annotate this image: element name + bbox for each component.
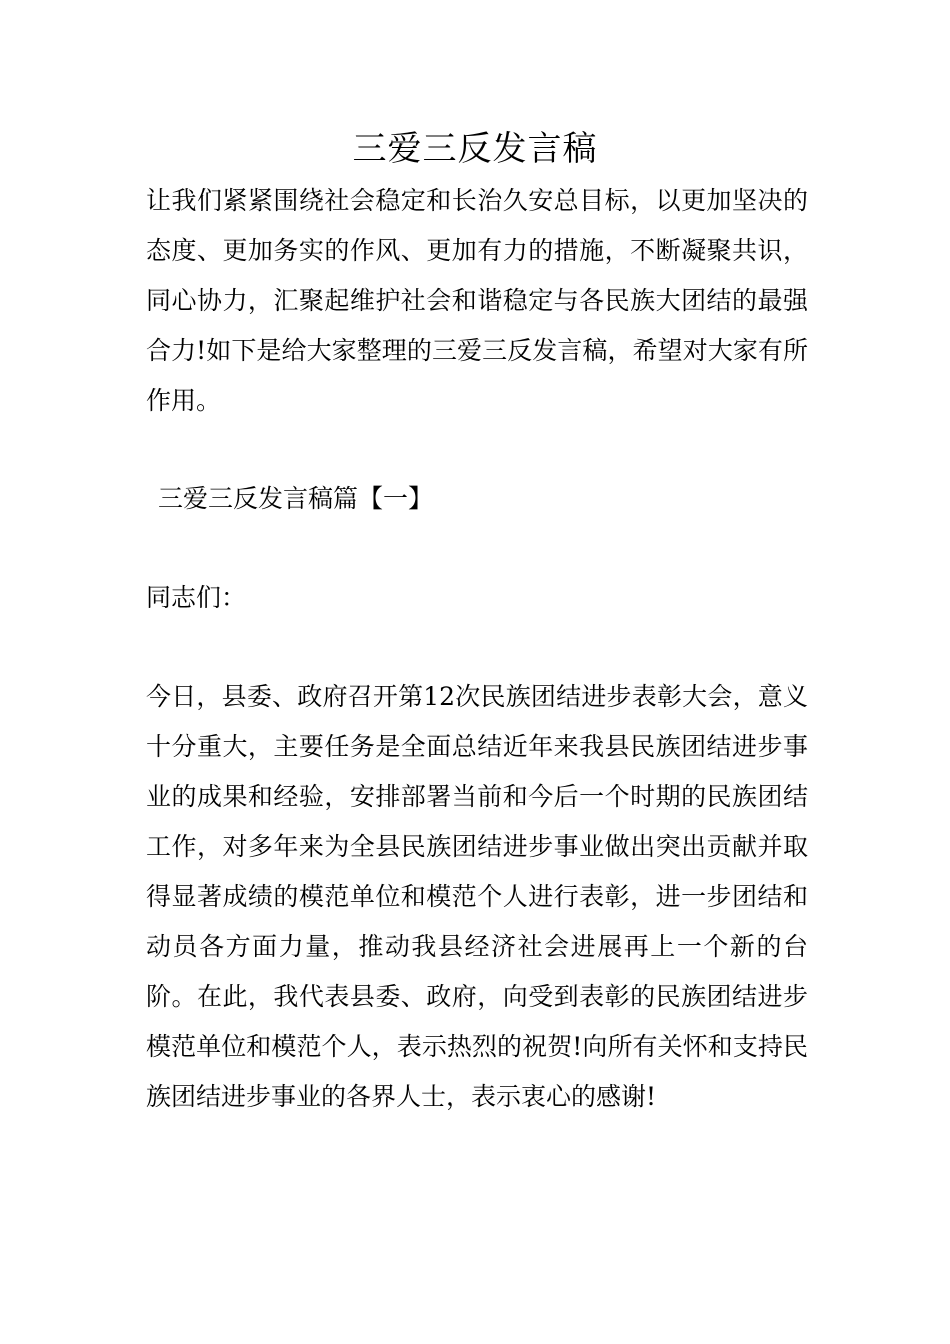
- body-paragraph: 今日，县委、政府召开第12次民族团结进步表彰大会，意义十分重大，主要任务是全面总结近年来我县民族团结进步事业的成果和经验，安排部署当前和今后一个时期的民族团结工作，对多年来为全县民族团结进步事业做出突出贡献并取得显著成绩的模范单位和模范个人进行表彰，进一步团结和动员各方面力量，推动我县经济社会进展再上一个新的台阶。在此，我代表县委、政府，向受到表彰的民族团结进步模范单位和模范个人，表示热烈的祝贺!向所有关怀和支持民族团结进步事业的各界人士，表示衷心的感谢!: [146, 682, 808, 1111]
- intro-paragraph: 让我们紧紧围绕社会稳定和长治久安总目标，以更加坚决的态度、更加务实的作风、更加有力的措施，不断凝聚共识，同心协力，汇聚起维护社会和谐稳定与各民族大团结的最强合力!如下是给大家整理的三爱三反发言稿，希望对大家有所作用。: [146, 186, 808, 415]
- document-title: 三爱三反发言稿: [352, 129, 598, 169]
- greeting-line: 同志们：: [146, 583, 247, 612]
- section-heading: 三爱三反发言稿篇【一】: [158, 484, 434, 513]
